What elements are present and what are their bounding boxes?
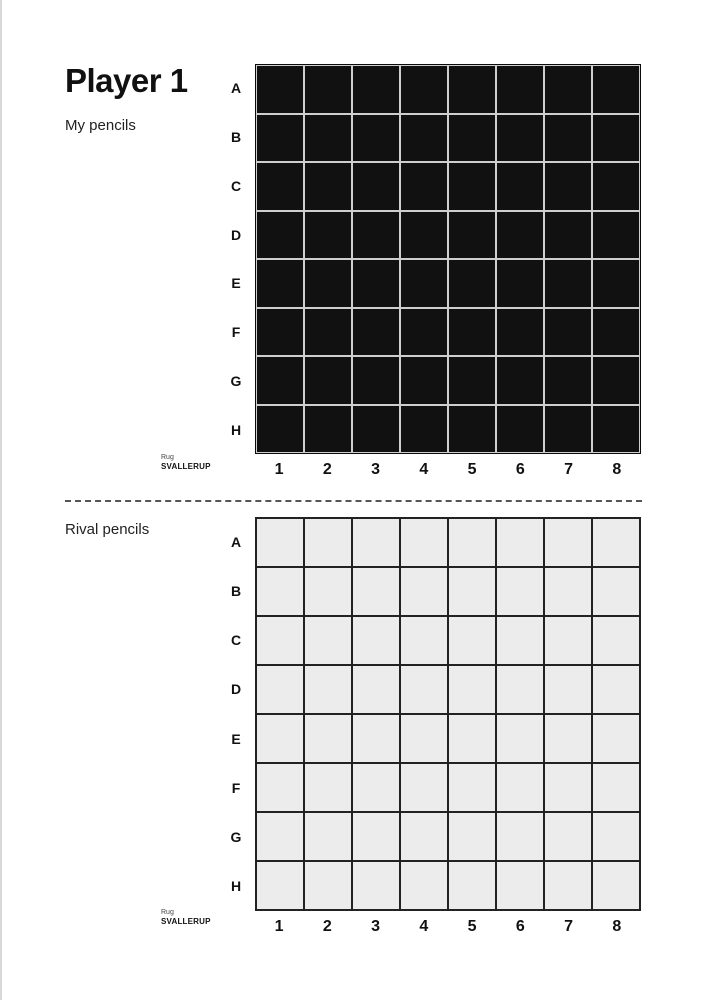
rival-pencils-grid-cell[interactable] [593,715,639,762]
rival-pencils-column-label: 6 [515,918,525,935]
rug-name: SVALLERUP [161,917,211,926]
rival-pencils-column-label: 8 [612,918,622,935]
rival-pencils-grid-cell[interactable] [353,764,399,811]
my-pencils-row-label: G [230,372,242,389]
rival-pencils-row-label: C [230,632,242,649]
my-pencils-column-label: 8 [612,461,622,478]
rival-pencils-grid-cell[interactable] [497,862,543,909]
rival-pencils-grid-cell[interactable] [401,862,447,909]
my-pencils-grid-cell[interactable] [305,212,351,259]
rival-pencils-grid-cell[interactable] [545,813,591,860]
page-edge [0,0,2,1000]
rival-pencils-grid-cell[interactable] [545,715,591,762]
my-pencils-column-label: 5 [467,461,477,478]
rival-pencils-grid-cell[interactable] [401,617,447,664]
my-pencils-column-label: 3 [371,461,381,478]
my-pencils-grid [255,64,641,454]
my-pencils-grid-cell[interactable] [257,163,303,210]
rival-pencils-grid-cell[interactable] [497,617,543,664]
my-pencils-grid-cell[interactable] [497,357,543,404]
my-pencils-grid-cell[interactable] [545,163,591,210]
my-pencils-column-label: 1 [274,461,284,478]
rival-pencils-grid-cell[interactable] [593,764,639,811]
rival-pencils-grid-cell[interactable] [353,666,399,713]
rival-pencils-grid [255,517,641,911]
my-pencils-grid-cell[interactable] [401,260,447,307]
rival-pencils-grid-cell[interactable] [545,666,591,713]
my-pencils-grid-cell[interactable] [497,212,543,259]
rival-pencils-grid-cell[interactable] [497,568,543,615]
dashed-divider [65,500,642,502]
my-pencils-grid-cell[interactable] [593,115,639,162]
rival-pencils-grid-cell[interactable] [497,813,543,860]
my-pencils-grid-cell[interactable] [353,406,399,453]
my-pencils-grid-cell[interactable] [593,260,639,307]
rival-pencils-grid-cell[interactable] [353,568,399,615]
rival-pencils-grid-cell[interactable] [593,617,639,664]
my-pencils-grid-cell[interactable] [545,260,591,307]
my-pencils-grid-cell[interactable] [353,260,399,307]
rival-pencils-grid-cell[interactable] [497,666,543,713]
my-pencils-grid-cell[interactable] [257,357,303,404]
rival-pencils-column-label: 1 [274,918,284,935]
my-pencils-grid-cell[interactable] [545,115,591,162]
my-pencils-grid-cell[interactable] [257,309,303,356]
my-pencils-grid-cell[interactable] [401,406,447,453]
rival-pencils-grid-cell[interactable] [353,617,399,664]
my-pencils-grid-cell[interactable] [545,406,591,453]
rug-caption: Rug [161,909,174,916]
rival-pencils-grid-cell[interactable] [593,862,639,909]
rival-pencils-grid-cell[interactable] [305,568,351,615]
rival-pencils-grid-cell[interactable] [257,568,303,615]
my-pencils-grid-cell[interactable] [449,309,495,356]
rival-pencils-row-label: H [230,878,242,895]
rival-pencils-grid-cell[interactable] [305,666,351,713]
my-pencils-grid-cell[interactable] [353,212,399,259]
rival-pencils-grid-cell[interactable] [401,519,447,566]
rival-pencils-grid-cell[interactable] [257,666,303,713]
my-pencils-row-label: D [230,226,242,243]
my-pencils-grid-cell[interactable] [545,212,591,259]
my-pencils-grid-cell[interactable] [449,260,495,307]
my-pencils-grid-cell[interactable] [593,163,639,210]
my-pencils-grid-cell[interactable] [257,66,303,113]
my-pencils-grid-cell[interactable] [257,212,303,259]
rival-pencils-grid-cell[interactable] [497,519,543,566]
my-pencils-grid-cell[interactable] [449,66,495,113]
rival-pencils-grid-cell[interactable] [401,764,447,811]
rival-pencils-grid-cell[interactable] [449,813,495,860]
my-pencils-grid-cell[interactable] [257,260,303,307]
rival-pencils-grid-cell[interactable] [257,617,303,664]
rival-pencils-grid-cell[interactable] [449,764,495,811]
rival-pencils-grid-cell[interactable] [353,813,399,860]
rival-pencils-grid-cell[interactable] [257,715,303,762]
my-pencils-column-label: 2 [322,461,332,478]
rival-pencils-column-label: 3 [371,918,381,935]
rival-pencils-column-label: 5 [467,918,477,935]
rival-pencils-row-label: D [230,681,242,698]
my-pencils-grid-cell[interactable] [545,66,591,113]
my-pencils-grid-cell[interactable] [449,357,495,404]
my-pencils-grid-cell[interactable] [257,115,303,162]
my-pencils-grid-cell[interactable] [497,115,543,162]
rival-pencils-grid-cell[interactable] [545,764,591,811]
rival-pencils-grid-cell[interactable] [545,617,591,664]
my-pencils-grid-cell[interactable] [305,406,351,453]
rival-pencils-grid-cell[interactable] [257,813,303,860]
my-pencils-grid-cell[interactable] [257,406,303,453]
top-column-labels [255,460,641,480]
my-pencils-grid-cell[interactable] [353,357,399,404]
my-pencils-grid-cell[interactable] [449,212,495,259]
rival-pencils-grid-cell[interactable] [593,813,639,860]
my-pencils-grid-cell[interactable] [497,163,543,210]
my-pencils-grid-cell[interactable] [497,309,543,356]
rival-pencils-grid-cell[interactable] [401,715,447,762]
rival-pencils-grid-cell[interactable] [545,862,591,909]
my-pencils-column-label: 6 [515,461,525,478]
rival-pencils-grid-cell[interactable] [257,519,303,566]
my-pencils-label: My pencils [65,117,136,134]
my-pencils-grid-cell[interactable] [593,309,639,356]
rival-pencils-grid-cell[interactable] [593,568,639,615]
my-pencils-grid-cell[interactable] [401,212,447,259]
my-pencils-grid-cell[interactable] [401,115,447,162]
my-pencils-column-label: 7 [564,461,574,478]
rival-pencils-grid-cell[interactable] [449,862,495,909]
my-pencils-grid-cell[interactable] [593,406,639,453]
rival-pencils-grid-cell[interactable] [353,519,399,566]
my-pencils-grid-cell[interactable] [401,357,447,404]
my-pencils-grid-cell[interactable] [353,66,399,113]
rival-pencils-grid-cell[interactable] [257,862,303,909]
rival-pencils-grid-cell[interactable] [305,519,351,566]
bottom-row-labels [224,517,248,911]
my-pencils-grid-cell[interactable] [305,115,351,162]
rival-pencils-row-label: A [230,533,242,550]
rival-pencils-grid-cell[interactable] [401,568,447,615]
rival-pencils-grid-cell[interactable] [353,715,399,762]
rival-pencils-row-label: B [230,582,242,599]
my-pencils-grid-cell[interactable] [305,66,351,113]
rival-pencils-grid-cell[interactable] [449,617,495,664]
page-title: Player 1 [65,62,188,99]
rival-pencils-grid-cell[interactable] [305,862,351,909]
rival-pencils-grid-cell[interactable] [593,519,639,566]
rival-pencils-label: Rival pencils [65,521,150,538]
my-pencils-grid-cell[interactable] [593,66,639,113]
my-pencils-grid-cell[interactable] [401,309,447,356]
rival-pencils-grid-cell[interactable] [449,568,495,615]
my-pencils-grid-cell[interactable] [305,357,351,404]
my-pencils-grid-cell[interactable] [497,66,543,113]
my-pencils-row-label: H [230,421,242,438]
rival-pencils-grid-cell[interactable] [449,715,495,762]
my-pencils-grid-cell[interactable] [497,260,543,307]
rival-pencils-grid-cell[interactable] [257,764,303,811]
my-pencils-grid-cell[interactable] [305,260,351,307]
my-pencils-grid-cell[interactable] [449,163,495,210]
rival-pencils-row-label: F [231,779,241,796]
my-pencils-grid-cell[interactable] [449,406,495,453]
my-pencils-grid-cell[interactable] [305,309,351,356]
rival-pencils-grid-cell[interactable] [497,764,543,811]
my-pencils-grid-cell[interactable] [353,309,399,356]
rug-caption: Rug [161,454,174,461]
rival-pencils-grid-cell[interactable] [545,568,591,615]
rival-pencils-grid-cell[interactable] [305,715,351,762]
my-pencils-grid-cell[interactable] [305,163,351,210]
rival-pencils-column-label: 2 [322,918,332,935]
rival-pencils-grid-cell[interactable] [401,813,447,860]
my-pencils-grid-cell[interactable] [353,115,399,162]
my-pencils-grid-cell[interactable] [401,163,447,210]
my-pencils-row-label: C [230,177,242,194]
rival-pencils-grid-cell[interactable] [305,764,351,811]
rival-pencils-grid-cell[interactable] [353,862,399,909]
rug-name: SVALLERUP [161,462,211,471]
rival-pencils-row-label: G [230,829,242,846]
my-pencils-grid-cell[interactable] [593,212,639,259]
rug-tag-bottom [161,908,211,926]
rival-pencils-grid-cell[interactable] [545,519,591,566]
rival-pencils-grid-cell[interactable] [305,617,351,664]
my-pencils-row-label: E [231,275,241,292]
my-pencils-grid-cell[interactable] [497,406,543,453]
my-pencils-grid-cell[interactable] [401,66,447,113]
my-pencils-grid-cell[interactable] [545,309,591,356]
rug-tag-top [161,453,211,471]
my-pencils-row-label: F [231,324,241,341]
rival-pencils-grid-cell[interactable] [449,519,495,566]
top-row-labels [224,64,248,454]
my-pencils-row-label: B [230,129,242,146]
my-pencils-row-label: A [230,80,242,97]
rival-pencils-grid-cell[interactable] [497,715,543,762]
my-pencils-grid-cell[interactable] [593,357,639,404]
rival-pencils-grid-cell[interactable] [401,666,447,713]
rival-pencils-grid-cell[interactable] [593,666,639,713]
rival-pencils-grid-cell[interactable] [305,813,351,860]
rival-pencils-column-label: 7 [564,918,574,935]
bottom-column-labels [255,917,641,937]
my-pencils-grid-cell[interactable] [353,163,399,210]
my-pencils-column-label: 4 [419,461,429,478]
rival-pencils-grid-cell[interactable] [449,666,495,713]
my-pencils-grid-cell[interactable] [545,357,591,404]
rival-pencils-column-label: 4 [419,918,429,935]
rival-pencils-row-label: E [231,730,241,747]
my-pencils-grid-cell[interactable] [449,115,495,162]
